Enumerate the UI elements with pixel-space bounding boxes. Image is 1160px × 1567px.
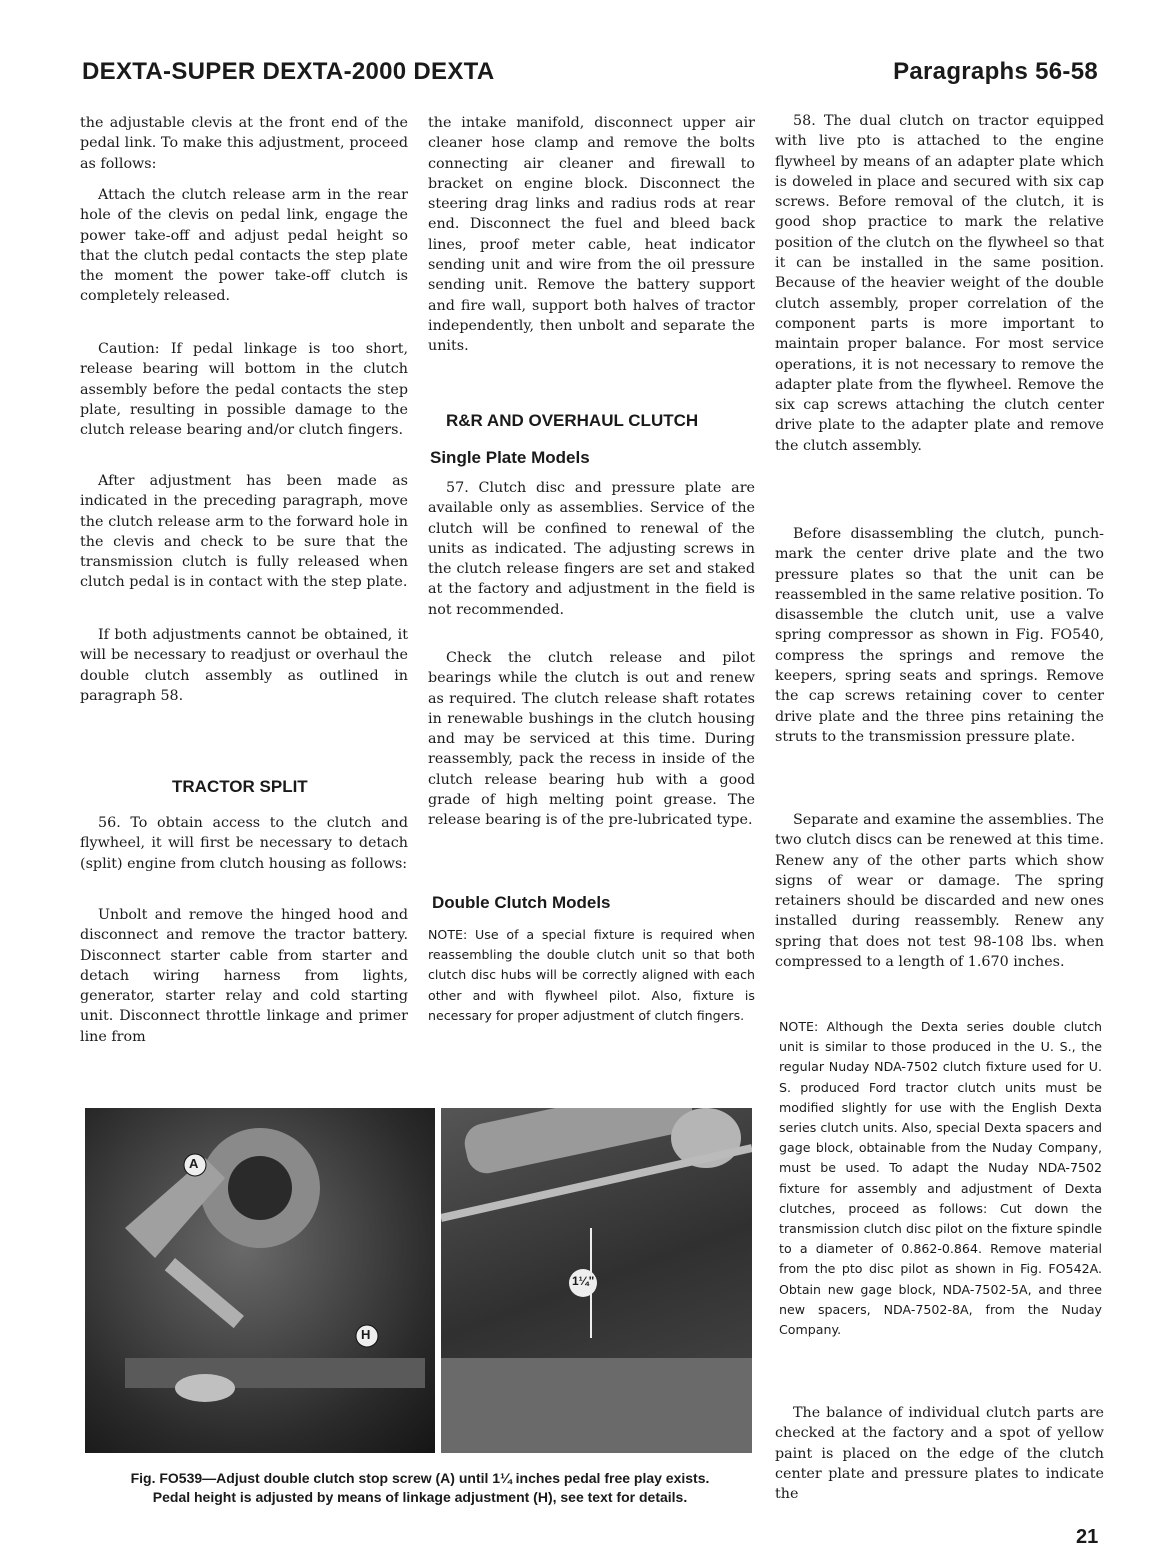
subheading-single-plate: Single Plate Models <box>430 448 590 467</box>
photo-pedal-free-play <box>441 1108 752 1453</box>
col2-paragraph: Check the clutch release and pilot bearings while the clutch is out and renew as required. The clutch release shaft rotates in renewable bushings in the clutch housing and may be serviced at this time. During reassembly, pack the recess in inside of the clutch release bearing hub with a good grade of high melting point grease. The release bearing is of the pre-lubricated type. <box>428 650 755 829</box>
paragraph-57: 57. Clutch disc and pressure plate are available only as assemblies. Service of the clutch will be confined to renewal of the units as indicated. The adjusting screws in the clutch release fingers are set and staked at the factory and adjustment in the field is not recommended. <box>428 480 755 618</box>
subheading-double-clutch: Double Clutch Models <box>432 893 611 912</box>
callout-a: A <box>189 1156 199 1171</box>
running-title: DEXTA-SUPER DEXTA-2000 DEXTA <box>82 58 495 85</box>
page-number: 21 <box>1076 1526 1099 1548</box>
note-fixture: NOTE: Use of a special fixture is required when reassembling the double clutch unit so that both clutch disc hubs will be correctly aligned with each other and with flywheel pilot. Also, fixture is necessary for proper adjustment of clutch fingers. <box>428 927 755 1023</box>
clutch-pedal-illustration <box>441 1108 752 1453</box>
section-heading-overhaul-clutch: R&R AND OVERHAUL CLUTCH <box>446 411 699 430</box>
paragraph-58: 58. The dual clutch on tractor equipped with live pto is attached to the engine flywheel by means of an adapter plate which is doweled in place and secured with six cap screws. Before removal of the clutch, it is good shop practice to mark the relative position of the clutch on the flywheel so that it can be installed in the same position. Because of the heavier weight of the double clutch assembly, proper correlation of the component parts is more important to maintain proper balance. For most service operations, it is not necessary to remove the adapter plate from the flywheel. Remove the six cap screws attaching the clutch center drive plate to the adapter plate and remove the clutch assembly. <box>775 113 1104 454</box>
section-heading-tractor-split: TRACTOR SPLIT <box>172 777 308 796</box>
col1-paragraph: Attach the clutch release arm in the rear hole of the clevis on pedal link, engage the power take-off and adjust pedal height so that the clutch pedal contacts the step plate the moment the power take-off clutch is completely released. <box>80 187 408 305</box>
clutch-linkage-illustration <box>85 1108 435 1453</box>
caution-paragraph: Caution: If pedal linkage is too short, release bearing will bottom in the clutch assembly before the pedal contacts the step plate, resulting in possible damage to the clutch release bearing and/or clutch fingers. <box>80 341 408 439</box>
col1-paragraph: Unbolt and remove the hinged hood and disconnect and remove the tractor battery. Disconnect starter cable from starter and detach wiring harness from lights, generator, starter relay and cold starting unit. Disconnect throttle linkage and primer line from <box>80 907 408 1045</box>
col3-paragraph: The balance of individual clutch parts are checked at the factory and a spot of yellow paint is placed on the edge of the clutch center plate and pressure plates to indicate the <box>775 1405 1104 1503</box>
col2-paragraph: the intake manifold, disconnect upper air cleaner hose clamp and remove the bolts connecting air cleaner and firewall to bracket on engine block. Disconnect the steering drag links and radius rods at rear end. Disconnect the fuel and bleed back lines, proof meter cable, heat indicator sending unit and wire from the oil pressure sending unit. Remove the battery support and fire wall, support both halves of tractor independently, then unbolt and separate the units. <box>428 115 755 355</box>
note-nuday-fixture: NOTE: Although the Dexta series double clutch unit is similar to those produced in the U. S., the regular Nuday NDA-7502 clutch fixture used for U. S. produced Ford tractor clutch units must be modified slightly for use with the English Dexta series clutch units. Also, special Dexta spacers and gage block, obtainable from the Nuday Company, must be used. To adapt the Nuday NDA-7502 fixture for assembly and adjustment of Dexta clutches, proceed as follows: Cut down the transmission clutch disc pilot on the fixture spindle to a diameter of 0.862-0.864. Remove material from the pto disc pilot as shown in Fig. FO542A. Obtain new gage block, NDA-7502-5A, and three new spacers, NDA-7502-8A, from the Nuday Company. <box>779 1019 1102 1338</box>
photo-clutch-stop-screw <box>85 1108 435 1453</box>
measurement-label: 1¼" <box>572 1274 595 1288</box>
caption-line-2: Pedal height is adjusted by means of linkage adjustment (H), see text for details. <box>152 1489 688 1505</box>
col3-paragraph: Before disassembling the clutch, punch-mark the center drive plate and the two pressure plates so that the unit can be reassembled in the same relative position. To disassemble the clutch unit, use a valve spring compressor as shown in Fig. FO540, compress the springs and remove the keepers, spring seats and springs. Remove the cap screws retaining cover to center drive plate and the three pins retaining the struts to the transmission pressure plate. <box>775 526 1104 745</box>
col3-paragraph: Separate and examine the assemblies. The two clutch discs can be renewed at this time. Renew any of the other parts which show signs of wear or damage. The spring retainers should be discarded and new ones installed during reassembly. Renew any spring that does not test 98-108 lbs. when compressed to a length of 1.670 inches. <box>775 812 1104 971</box>
paragraph-range: Paragraphs 56-58 <box>893 58 1098 85</box>
callout-h: H <box>361 1327 371 1342</box>
figure-caption <box>80 1469 760 1507</box>
col1-paragraph: After adjustment has been made as indicated in the preceding paragraph, move the clutch release arm to the forward hole in the clevis and check to be sure that the transmission clutch is fully released when clutch pedal is in contact with the step plate. <box>80 473 408 591</box>
paragraph-56: 56. To obtain access to the clutch and flywheel, it will first be necessary to detach (split) engine from clutch housing as follows: <box>80 815 408 872</box>
col1-paragraph: the adjustable clevis at the front end of the pedal link. To make this adjustment, proceed as follows: <box>80 115 408 172</box>
col1-paragraph: If both adjustments cannot be obtained, it will be necessary to readjust or overhaul the double clutch assembly as outlined in paragraph 58. <box>80 627 408 704</box>
caption-line-1: Fig. FO539—Adjust double clutch stop screw (A) until 1¼ inches pedal free play exists. <box>130 1470 710 1486</box>
